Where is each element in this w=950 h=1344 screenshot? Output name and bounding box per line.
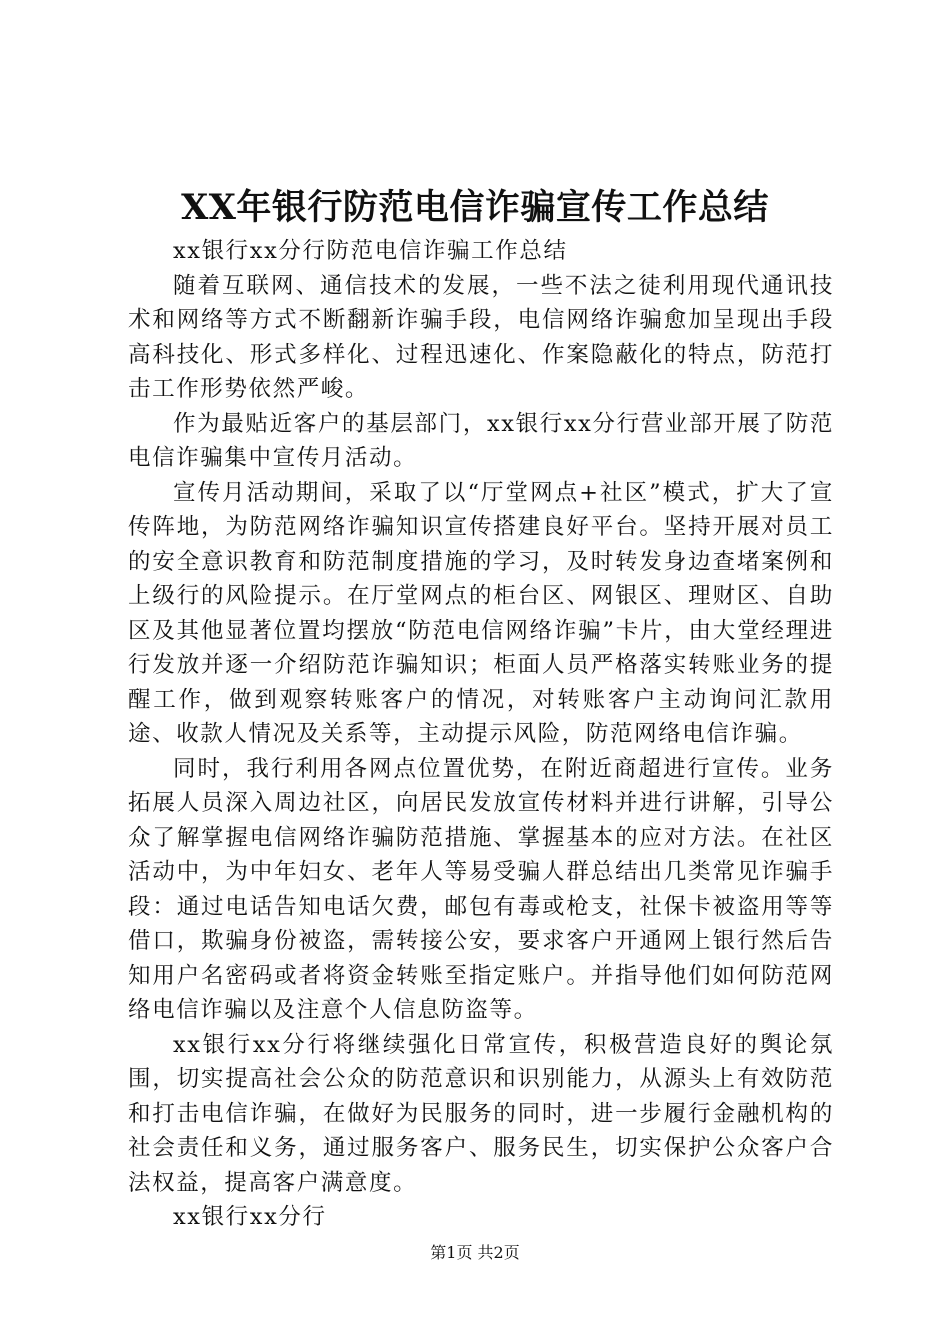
paragraph: 随着互联网、通信技术的发展，一些不法之徒利用现代通讯技术和网络等方式不断翻新诈骗手段，电信网络诈骗愈加呈现出手段高科技化、形式多样化、过程迅速化、作案隐蔽化的特点，防范打击工作形势依然严峻。 xyxy=(128,272,834,402)
paragraph: xx银行xx分行防范电信诈骗工作总结 xyxy=(173,238,568,264)
paragraph: xx银行xx分行将继续强化日常宣传，积极营造良好的舆论氛围，切实提高社会公众的防范意识和识别能力，从源头上有效防范和打击电信诈骗，在做好为民服务的同时，进一步履行金融机构的社会责任和义务，通过服务客户、服务民生，切实保护公众客户合法权益，提高客户满意度。 xyxy=(128,1031,834,1196)
paragraph: 作为最贴近客户的基层部门，xx银行xx分行营业部开展了防范电信诈骗集中宣传月活动。 xyxy=(128,410,834,471)
document-body xyxy=(128,234,834,1235)
document-title: XX年银行防范电信诈骗宣传工作总结 xyxy=(181,187,769,228)
paragraph: 宣传月活动期间，采取了以“厅堂网点+社区”模式，扩大了宣传阵地，为防范网络诈骗知识宣传搭建良好平台。坚持开展对员工的安全意识教育和防范制度措施的学习，及时转发身边查堵案例和上级行的风险提示。在厅堂网点的柜台区、网银区、理财区、自助区及其他显著位置均摆放“防范电信网络诈骗”卡片，由大堂经理进行发放并逐一介绍防范诈骗知识；柜面人员严格落实转账业务的提醒工作，做到观察转账客户的情况，对转账客户主动询问汇款用途、收款人情况及关系等，主动提示风险，防范网络电信诈骗。 xyxy=(128,479,834,747)
page-number-footer: 第1页 共2页 xyxy=(430,1243,520,1262)
paragraph: 同时，我行利用各网点位置优势，在附近商超进行宣传。业务拓展人员深入周边社区，向居民发放宣传材料并进行讲解，引导公众了解掌握电信网络诈骗防范措施、掌握基本的应对方法。在社区活动中，为中年妇女、老年人等易受骗人群总结出几类常见诈骗手段：通过电话告知电话欠费，邮包有毒或枪支，社保卡被盗用等等借口，欺骗身份被盗，需转接公安，要求客户开通网上银行然后告知用户名密码或者将资金转账至指定账户。并指导他们如何防范网络电信诈骗以及注意个人信息防盗等。 xyxy=(128,755,834,1023)
signature-line: xx银行xx分行 xyxy=(173,1204,327,1230)
